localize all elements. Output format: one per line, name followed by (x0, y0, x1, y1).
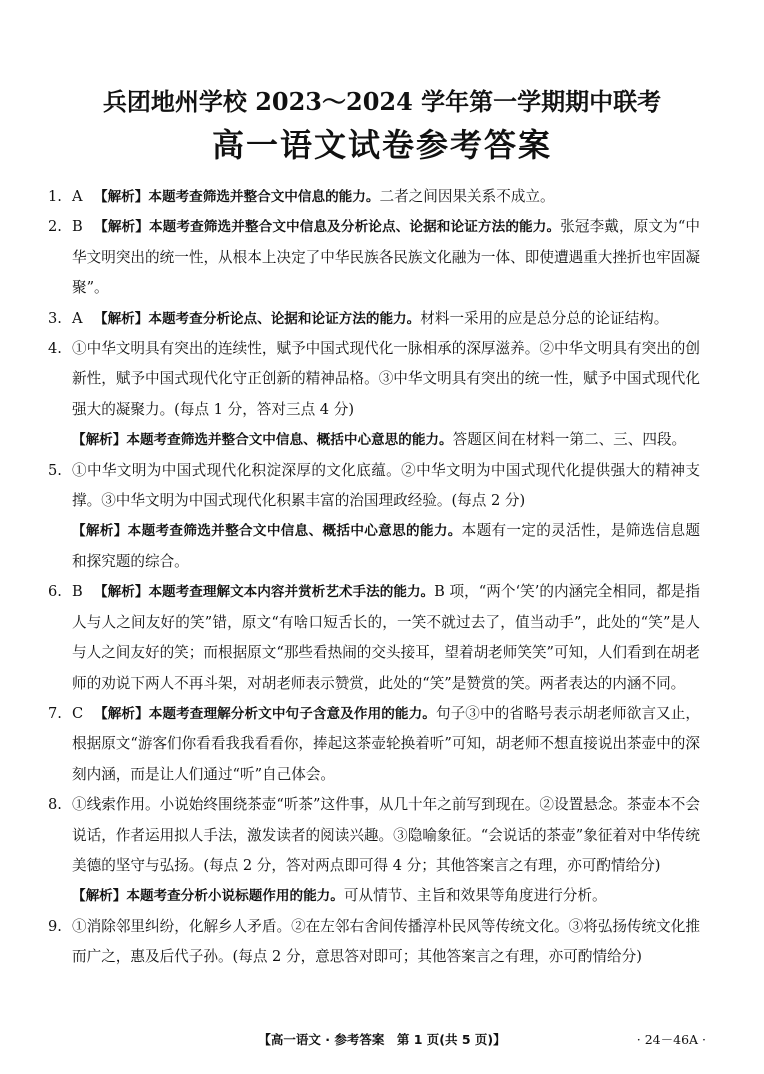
analysis-tag: 【解析】 (94, 310, 149, 327)
answers-list (48, 182, 700, 973)
answer-text: ①中华文明为中国式现代化积淀深厚的文化底蕴。②中华文明为中国式现代化提供强大的精神支撑。③中华文明为中国式现代化积累丰富的治国理政经验。(每点 2 分) (72, 461, 700, 510)
item-number: 3. (48, 309, 62, 327)
item-number: 6. (48, 583, 62, 601)
analysis-focus: 本题考查筛选并整合文中信息、概括中心意思的能力。 (127, 523, 462, 540)
answer-choice: A (72, 309, 83, 327)
answer-choice: B (72, 583, 83, 601)
item-number: 5. (48, 461, 62, 479)
item-number: 9. (48, 917, 62, 935)
analysis-focus: 本题考查筛选并整合文中信息的能力。 (148, 189, 380, 205)
answer-item-2 (48, 212, 700, 303)
analysis-tag: 【解析】 (72, 432, 127, 449)
analysis-tag: 【解析】 (94, 705, 149, 722)
analysis-text: 可从情节、主旨和效果等角度进行分析。 (343, 887, 607, 905)
answer-item-8 (48, 790, 700, 881)
item-number: 8. (48, 796, 62, 814)
footer-page-info: 【高一语文 · 参考答案 第 1 页(共 5 页)】 (258, 1032, 506, 1047)
item-number: 7. (48, 704, 62, 722)
answer-choice: C (72, 704, 84, 722)
analysis-text: 材料一采用的应是总分总的论证结构。 (420, 309, 669, 327)
answer-choice: A (72, 188, 83, 205)
analysis-tag: 【解析】 (94, 584, 149, 601)
analysis-focus: 本题考查分析小说标题作用的能力。 (126, 888, 344, 905)
analysis-block (48, 881, 700, 911)
answer-item-6 (48, 577, 700, 699)
answer-text: ①线索作用。小说始终围绕茶壶“听茶”这件事，从几十年之前写到现在。②设置悬念。茶壶本不会说话，作者运用拟人手法，激发读者的阅读兴趣。③隐喻象征。“会说话的茶壶”象征着对中华传统美德的坚守与弘扬。(每点 2 分，答对两点即可得 4 分；其他答案言之有理，亦可酌情给分) (72, 796, 700, 874)
analysis-text: 答题区间在材料一第二、三、四段。 (452, 431, 687, 449)
analysis-text: 句子③中的省略号表示胡老师欲言又止，根据原文“游客们你看看我我看看你，捧起这茶壶轮换着听”可知，胡老师不想直接说出茶壶中的深刻内涵，而是让人们通过“听”自己体会。 (72, 704, 700, 783)
analysis-focus: 本题考查理解分析文中句子含意及作用的能力。 (148, 705, 436, 722)
analysis-tag: 【解析】 (94, 189, 149, 205)
document-title: 高一语文试卷参考答案 (211, 126, 552, 164)
analysis-text: 本题有一定的灵活性，是筛选信息题和探究题的综合。 (72, 522, 700, 570)
analysis-block (48, 516, 700, 577)
analysis-focus: 本题考查理解文本内容并赏析艺术手法的能力。 (148, 584, 435, 601)
answer-choice: B (72, 218, 83, 236)
answer-text: ①中华文明具有突出的连续性，赋予中国式现代化一脉相承的深厚滋养。②中华文明具有突出的创新性，赋予中国式现代化守正创新的精神品格。③中华文明具有突出的统一性，赋予中国式现代化强大的凝聚力。(每点 1 分，答对三点 4 分) (72, 340, 700, 418)
answer-item-9 (48, 912, 700, 973)
analysis-text: B 项，“两个‘笑’的内涵完全相同，都是指人与人之间友好的笑”错，原文“有啥口短舌长的，一笑不就过去了，值当动手”，此处的“笑”是人与人之间友好的笑；而根据原文“那些看热闹的交头接耳，望着胡老师笑笑”可知，人们看到在胡老师的劝说下两人不再斗架，对胡老师表示赞赏，此处的“笑”是赞赏的笑。两者表达的内涵不同。 (72, 583, 701, 692)
analysis-focus: 本题考查筛选并整合文中信息及分析论点、论据和论证方法的能力。 (148, 219, 561, 236)
exam-title: 兵团地州学校 2023～2024 学年第一学期期中联考 (102, 87, 662, 116)
answer-item-1 (48, 182, 700, 212)
item-number: 1. (48, 188, 62, 205)
footer-code: · 24－46A · (636, 1032, 706, 1047)
analysis-text: 二者之间因果关系不成立。 (379, 188, 555, 205)
answer-item-3 (48, 304, 700, 334)
analysis-text: 张冠李戴，原文为“中华文明突出的统一性，从根本上决定了中华民族各民族文化融为一体、即使遭遇重大挫折也牢固凝聚”。 (72, 218, 701, 297)
analysis-block (48, 425, 700, 455)
answer-text: ①消除邻里纠纷，化解乡人矛盾。②在左邻右舍间传播淳朴民风等传统文化。③将弘扬传统文化推而广之，惠及后代子孙。(每点 2 分，意思答对即可；其他答案言之有理，亦可酌情给分) (72, 917, 700, 966)
item-number: 2. (48, 218, 62, 236)
answer-item-5 (48, 456, 700, 517)
answer-item-4 (48, 334, 700, 425)
analysis-tag: 【解析】 (72, 523, 128, 540)
analysis-focus: 本题考查分析论点、论据和论证方法的能力。 (148, 310, 421, 327)
analysis-tag: 【解析】 (94, 219, 149, 236)
item-number: 4. (48, 340, 62, 358)
analysis-tag: 【解析】 (72, 888, 127, 905)
answer-item-7 (48, 699, 700, 790)
analysis-focus: 本题考查筛选并整合文中信息、概括中心意思的能力。 (126, 432, 453, 449)
